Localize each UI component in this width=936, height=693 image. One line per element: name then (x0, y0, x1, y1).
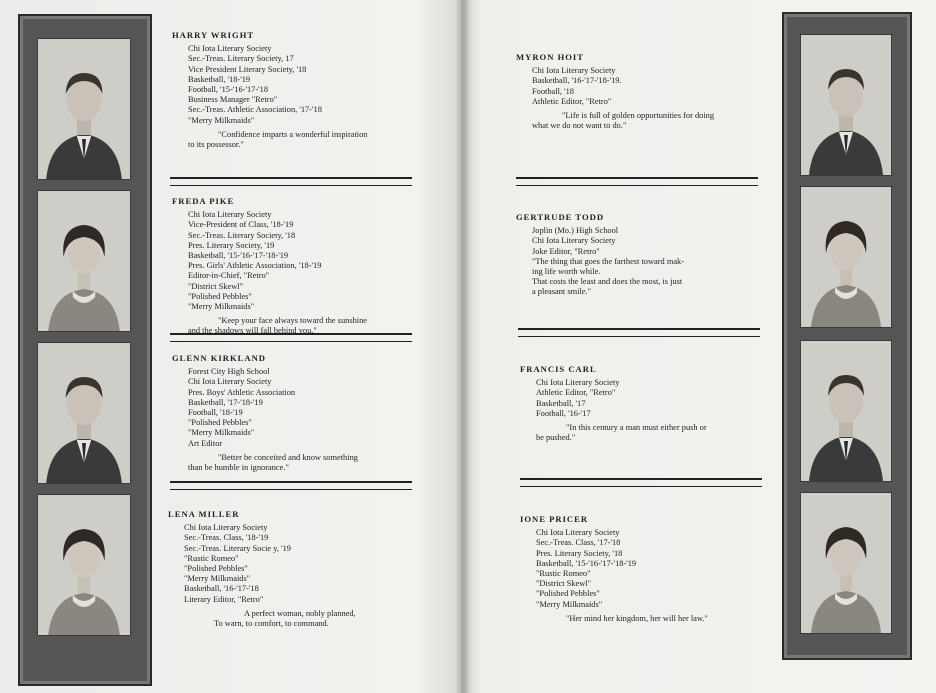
activity-line: Pres. Girls' Athletic Association, '18-'19 (188, 261, 322, 271)
activity-line: "Merry Milkmaids" (188, 302, 255, 312)
entry-harry-wright (172, 30, 432, 150)
activity-line: Athletic Editor, "Retro" (532, 96, 612, 106)
activity-line: Football, '18-'19 (188, 408, 243, 418)
activity-line: Chi Iota Literary Society (188, 210, 272, 220)
quote-line: "Life is full of golden opportunities for doing (562, 111, 715, 121)
entry-myron-hoit (516, 52, 776, 131)
quote (188, 453, 432, 473)
activity-line: Football, '18 (532, 86, 574, 96)
activity-line: Forest City High School (188, 367, 270, 377)
activity-line: Literary Editor, "Retro" (184, 594, 264, 604)
entry-freda-pike (172, 196, 432, 337)
quote-line: "In this century a man must either push or (566, 423, 707, 433)
activity-line: Chi Iota Literary Society (188, 377, 272, 387)
activity-line: Sec.-Treas. Literary Socie y, '19 (184, 543, 291, 553)
activity-line: Art Editor (188, 438, 223, 448)
quote-line: what we do not want to do." (532, 121, 627, 131)
activity-line: "Rustic Romeo" (536, 569, 591, 579)
photo-francis-carl (800, 340, 892, 482)
activity-line: Joplin (Mo.) High School (532, 226, 619, 236)
quote-line: "Confidence imparts a wonderful inspiration (218, 129, 368, 139)
quote-line: and the shadows will fall behind you." (188, 326, 317, 336)
activity-list (532, 66, 776, 107)
activity-line: Basketball, '18-'19 (188, 74, 251, 84)
photo-lena-miller (37, 494, 131, 636)
quote-line: A perfect woman, nobly planned, (244, 608, 356, 618)
activity-line: "Merry Milkmaids" (188, 115, 255, 125)
activity-line: "Merry Milkmaids" (188, 428, 255, 438)
quote (214, 609, 428, 629)
activity-line: Vice-President of Class, '18-'19 (188, 220, 294, 230)
photo-harry-wright (37, 38, 131, 180)
entry-glenn-kirkland (172, 353, 432, 473)
activity-line: Basketball, '15-'16-'17-'18-'19 (536, 558, 637, 568)
activity-line: Sec.-Treas. Class, '17-'18 (536, 538, 621, 548)
quote (188, 130, 432, 150)
activity-line: "Merry Milkmaids" (536, 599, 603, 609)
activity-line: Joke Editor, "Retro" (532, 246, 600, 256)
activity-line: Editor-in-Chief, "Retro" (188, 271, 270, 281)
student-name: LENA MILLER (168, 509, 240, 519)
quote-line: than be humble in ignorance." (188, 463, 289, 473)
quote (536, 423, 780, 443)
student-name: FRANCIS CARL (520, 364, 597, 374)
activity-line: "Rustic Romeo" (184, 553, 239, 563)
activity-line: Athletic Editor, "Retro" (536, 388, 616, 398)
activity-line: Basketball, '17 (536, 398, 586, 408)
activity-line: Chi Iota Literary Society (536, 528, 620, 538)
activity-line: Chi Iota Literary Society (532, 236, 616, 246)
activity-line: Sec.-Treas. Class, '18-'19 (184, 533, 269, 543)
activity-line: Sec.-Treas. Literary Society, 17 (188, 54, 294, 64)
activity-line: Chi Iota Literary Society (188, 44, 272, 54)
activity-line: a pleasant smile." (532, 287, 592, 297)
activity-line: Basketball, '15-'16-'17-'18-'19 (188, 251, 289, 261)
activity-list (532, 226, 776, 297)
activity-line: ing life worth while. (532, 267, 601, 277)
entry-francis-carl (520, 364, 780, 443)
activity-list (188, 210, 432, 312)
activity-line: "The thing that goes the farthest toward mak- (532, 256, 685, 266)
activity-line: Vice President Literary Society, '18 (188, 64, 307, 74)
quote (536, 614, 780, 624)
quote-line: To warn, to comfort, to command. (214, 619, 329, 629)
activity-line: Football, '16-'17 (536, 408, 591, 418)
activity-list (536, 528, 780, 610)
divider-rule (520, 478, 762, 487)
entry-gertrude-todd (516, 212, 776, 298)
quote-line: to its possessor." (188, 140, 244, 150)
entry-lena-miller (168, 509, 428, 629)
quote (532, 111, 776, 131)
activity-line: "District Skewl" (536, 579, 591, 589)
quote-line: "Better be conceited and know something (218, 452, 358, 462)
activity-line: Pres. Boys' Athletic Association (188, 387, 296, 397)
activity-line: "Polished Pebbles" (188, 291, 252, 301)
divider-rule (516, 177, 758, 186)
activity-line: Sec.-Treas. Literary Society, '18 (188, 230, 296, 240)
activity-line: Chi Iota Literary Society (184, 523, 268, 533)
activity-line: "Polished Pebbles" (188, 418, 252, 428)
activity-line: Chi Iota Literary Society (532, 66, 616, 76)
activity-line: That costs the least and does the most, is just (532, 277, 683, 287)
divider-rule (518, 328, 760, 337)
entry-ione-pricer (520, 514, 780, 624)
activity-line: Chi Iota Literary Society (536, 378, 620, 388)
activity-list (188, 367, 432, 449)
quote-line: be pushed." (536, 433, 576, 443)
activity-line: "Polished Pebbles" (536, 589, 600, 599)
photo-gertrude-todd (800, 186, 892, 328)
quote-line: "Keep your face always toward the sunshine (218, 316, 367, 326)
student-name: GERTRUDE TODD (516, 212, 605, 222)
photo-glenn-kirkland (37, 342, 131, 484)
activity-line: Business Manager "Retro" (188, 95, 278, 105)
student-name: HARRY WRIGHT (172, 30, 255, 40)
activity-list (188, 44, 432, 126)
activity-line: "Polished Pebbles" (184, 564, 248, 574)
student-name: FREDA PIKE (172, 196, 235, 206)
divider-rule (170, 177, 412, 186)
quote-line: "Her mind her kingdom, her will her law." (566, 613, 708, 623)
activity-list (184, 523, 428, 605)
student-name: MYRON HOIT (516, 52, 585, 62)
activity-line: Pres. Literary Society, '18 (536, 548, 623, 558)
activity-line: Basketball, '16-'17-'18 (184, 584, 259, 594)
student-name: GLENN KIRKLAND (172, 353, 266, 363)
activity-line: Basketball, '17-'18-'19 (188, 397, 263, 407)
divider-rule (170, 333, 412, 342)
photo-ione-pricer (800, 492, 892, 634)
activity-list (536, 378, 780, 419)
activity-line: "Merry Milkmaids" (184, 574, 251, 584)
activity-line: Pres. Literary Society, '19 (188, 240, 275, 250)
book-gutter (455, 0, 471, 693)
activity-line: Sec.-Treas. Athletic Association, '17-'18 (188, 105, 322, 115)
photo-myron-hoit (800, 34, 892, 176)
activity-line: "District Skewl" (188, 281, 243, 291)
activity-line: Football, '15-'16-'17-'18 (188, 85, 269, 95)
activity-line: Basketball, '16-'17-'18-'19. (532, 76, 622, 86)
photo-freda-pike (37, 190, 131, 332)
student-name: IONE PRICER (520, 514, 589, 524)
divider-rule (170, 481, 412, 490)
